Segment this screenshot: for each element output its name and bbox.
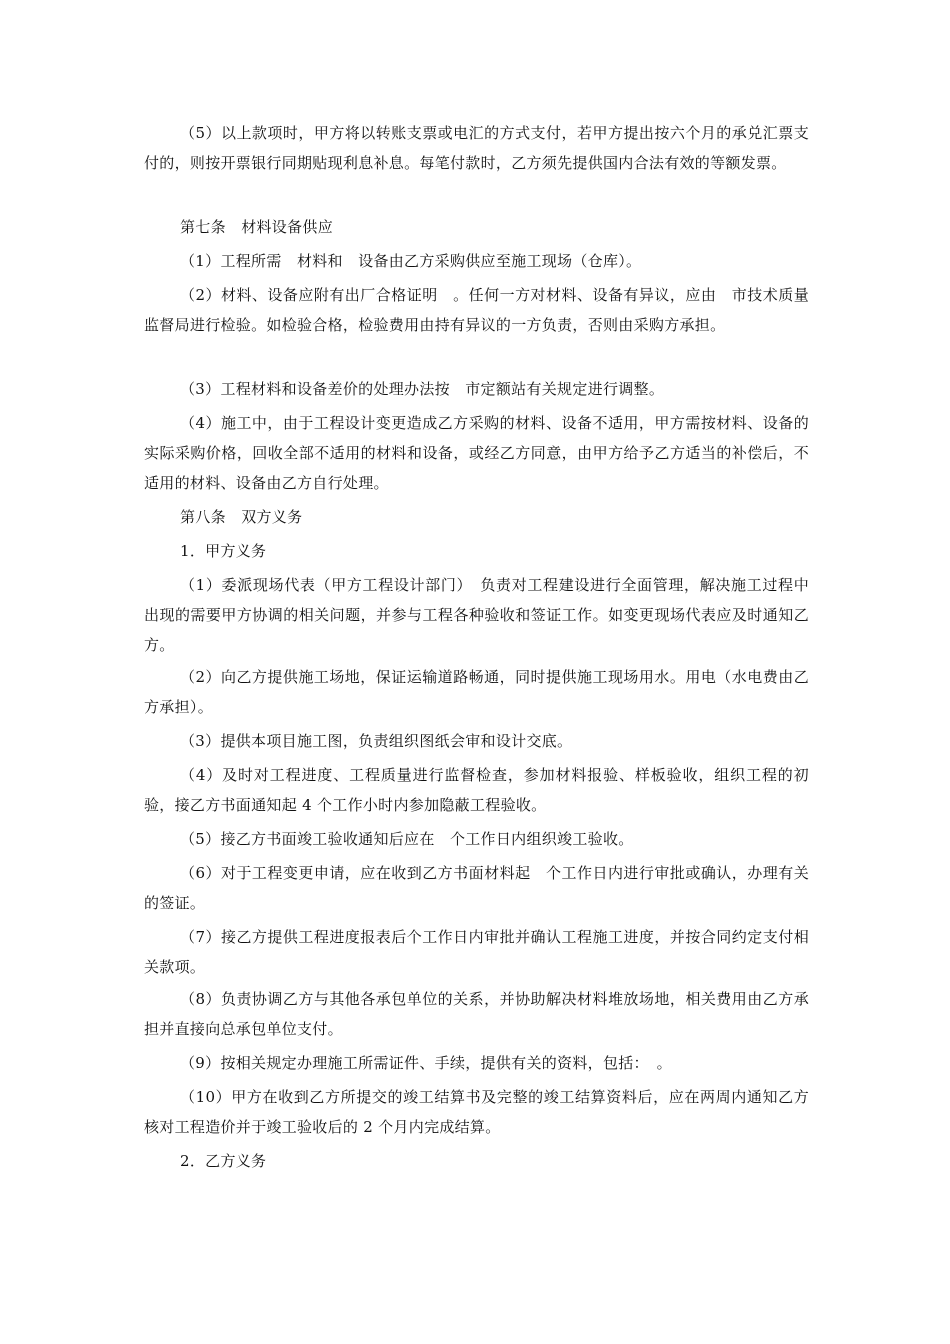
paragraph-a-2: （2）向乙方提供施工场地，保证运输道路畅通，同时提供施工现场用水。用电（水电费由乙方承担）。 (144, 668, 809, 716)
paragraph-a-7: （7）接乙方提供工程进度报表后个工作日内审批并确认工程施工进度，并按合同约定支付相关款项。 (144, 928, 809, 976)
paragraph-a-6: （6）对于工程变更申请，应在收到乙方书面材料起 个工作日内进行审批或确认，办理有关的签证。 (144, 864, 809, 912)
paragraph-a-8: （8）负责协调乙方与其他各承包单位的关系，并协助解决材料堆放场地，相关费用由乙方承担并直接向总承包单位支付。 (144, 990, 809, 1038)
paragraph-payment-method: （5）以上款项时，甲方将以转账支票或电汇的方式支付，若甲方提出按六个月的承兑汇票支付的，则按开票银行同期贴现利息补息。每笔付款时，乙方须先提供国内合法有效的等额发票。 (144, 124, 809, 172)
paragraph-a-5: （5）接乙方书面竣工验收通知后应在 个工作日内组织竣工验收。 (180, 830, 634, 848)
heading-article-7: 第七条 材料设备供应 (180, 218, 334, 236)
paragraph-7-1: （1）工程所需 材料和 设备由乙方采购供应至施工现场（仓库）。 (180, 252, 642, 270)
paragraph-7-2: （2）材料、设备应附有出厂合格证明 。任何一方对材料、设备有异议，应由 市技术质量监督局进行检验。如检验合格，检验费用由持有异议的一方负责，否则由采购方承担。 (144, 286, 809, 334)
paragraph-a-3: （3）提供本项目施工图，负责组织图纸会审和设计交底。 (180, 732, 573, 750)
paragraph-a-4: （4）及时对工程进度、工程质量进行监督检查，参加材料报验、样板验收，组织工程的初验，接乙方书面通知起 4 个工作小时内参加隐蔽工程验收。 (144, 766, 809, 814)
paragraph-7-3: （3）工程材料和设备差价的处理办法按 市定额站有关规定进行调整。 (180, 380, 665, 398)
heading-party-a-obligations: 1．甲方义务 (180, 542, 267, 560)
paragraph-7-4: （4）施工中，由于工程设计变更造成乙方采购的材料、设备不适用，甲方需按材料、设备的实际采购价格，回收全部不适用的材料和设备，或经乙方同意，由甲方给予乙方适当的补偿后，不适用的材料、设备由乙方自行处理。 (144, 414, 809, 492)
paragraph-a-10: （10）甲方在收到乙方所提交的竣工结算书及完整的竣工结算资料后，应在两周内通知乙方核对工程造价并于竣工验收后的 2 个月内完成结算。 (144, 1088, 809, 1136)
heading-article-8: 第八条 双方义务 (180, 508, 303, 526)
heading-party-b-obligations: 2．乙方义务 (180, 1152, 267, 1170)
paragraph-a-9: （9）按相关规定办理施工所需证件、手续，提供有关的资料，包括： 。 (180, 1054, 672, 1072)
paragraph-a-1: （1）委派现场代表（甲方工程设计部门） 负责对工程建设进行全面管理，解决施工过程中出现的需要甲方协调的相关问题，并参与工程各种验收和签证工作。如变更现场代表应及时通知乙方。 (144, 576, 809, 654)
